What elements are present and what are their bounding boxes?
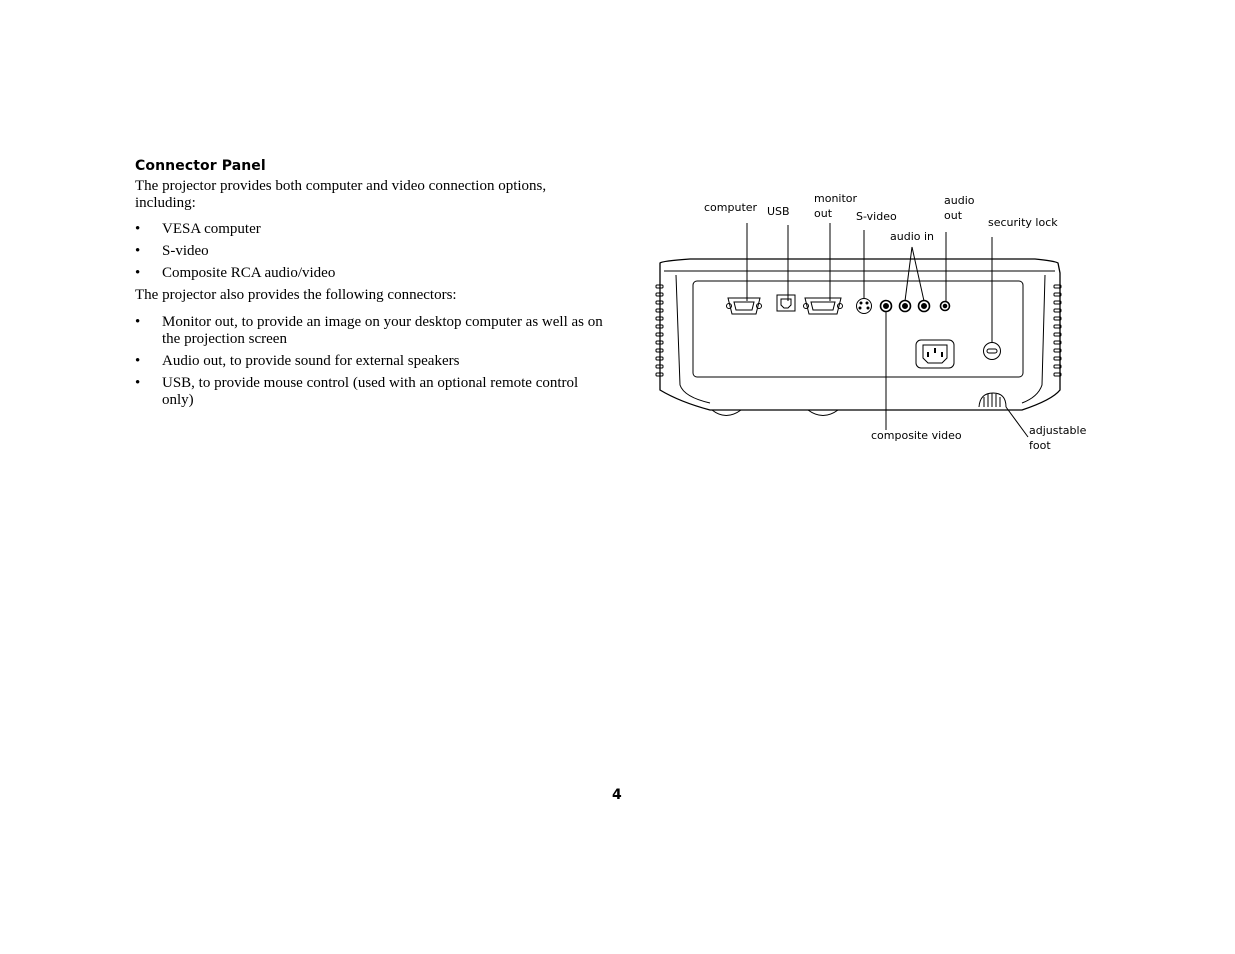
- front-foot-left: [712, 410, 741, 416]
- security-lock-slot: [984, 343, 1001, 360]
- bullet-glyph: •: [135, 353, 141, 369]
- label-adjustable-foot: adjustable foot: [1029, 424, 1087, 452]
- label-usb: USB: [767, 205, 790, 218]
- connectors-list: [135, 314, 610, 414]
- composite-video-port: [881, 301, 892, 312]
- callout-lines: [747, 223, 1028, 437]
- label-security-lock: security lock: [988, 216, 1058, 229]
- list-item: • S-video: [135, 243, 209, 259]
- projector-body: [660, 259, 1060, 410]
- audio-in-port-left: [900, 301, 911, 312]
- section-heading: Connector Panel: [135, 158, 266, 174]
- list-item: • USB, to provide mouse control (used with an optional remote control only): [135, 375, 579, 408]
- audio-in-port-right: [919, 301, 930, 312]
- label-audio-out: audio out: [944, 194, 975, 222]
- right-side-panel: [1022, 275, 1045, 403]
- power-socket: [916, 340, 954, 368]
- label-audio-in: audio in: [890, 230, 935, 243]
- connectors-paragraph: The projector also provides the following connectors:: [135, 287, 457, 303]
- front-foot-right: [808, 410, 838, 416]
- monitor-out-port: [804, 298, 843, 314]
- label-computer: computer: [704, 201, 758, 214]
- svideo-port: [857, 299, 872, 314]
- connector-panel-figure: [650, 185, 1100, 465]
- label-svideo: S-video: [856, 210, 897, 223]
- list-item: • VESA computer: [135, 221, 261, 237]
- bullet-glyph: •: [135, 375, 141, 391]
- connection-options-list: [135, 221, 610, 287]
- audio-out-port: [941, 302, 950, 311]
- bullet-glyph: •: [135, 221, 141, 237]
- adjustable-foot: [979, 393, 1006, 407]
- intro-paragraph: The projector provides both computer and video connection options, including:: [135, 178, 547, 211]
- list-item: • Composite RCA audio/video: [135, 265, 336, 281]
- bullet-glyph: •: [135, 243, 141, 259]
- label-monitor-out: monitor out: [814, 192, 858, 220]
- connector-plate: [693, 281, 1023, 377]
- page-number: 4: [612, 787, 622, 803]
- label-composite-video: composite video: [871, 429, 962, 442]
- bullet-glyph: •: [135, 314, 141, 330]
- list-item: • Monitor out, to provide an image on your desktop computer as well as on the projection screen: [135, 314, 603, 347]
- bullet-glyph: •: [135, 265, 141, 281]
- computer-port: [727, 298, 762, 314]
- usb-port: [777, 295, 795, 311]
- list-item: • Audio out, to provide sound for external speakers: [135, 353, 460, 369]
